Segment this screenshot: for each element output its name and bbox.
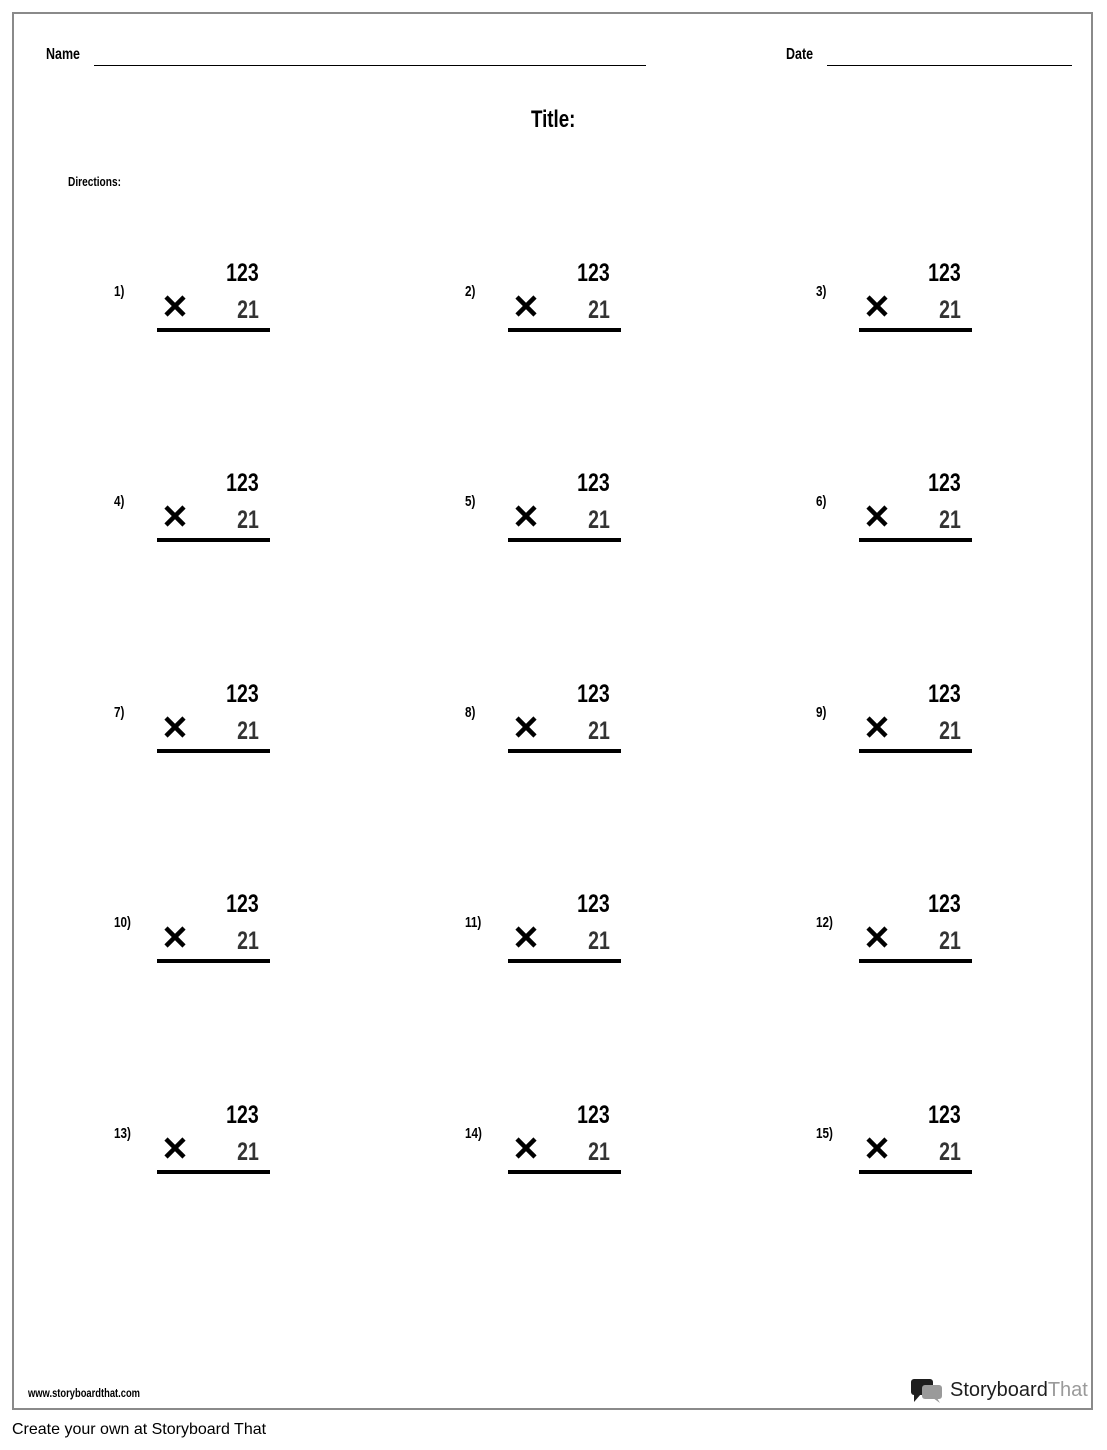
date-line [827,65,1072,66]
date-label: Date [786,46,814,63]
problem-11 [465,890,665,1000]
problem-number: 2) [465,283,476,300]
storyboardthat-logo [910,1375,1088,1405]
problem-number: 4) [114,493,125,510]
problem-5 [465,469,665,579]
answer-line [508,749,621,753]
multiply-icon [162,924,188,950]
multiply-icon [162,503,188,529]
multiplier: 21 [237,927,259,955]
multiplier: 21 [588,717,610,745]
multiplier: 21 [237,296,259,324]
multiply-icon [513,1135,539,1161]
multiplicand: 123 [577,259,610,287]
problem-15 [816,1101,1016,1211]
problem-number: 10) [114,914,131,931]
multiplicand: 123 [577,680,610,708]
answer-line [157,1170,270,1174]
multiply-icon [162,714,188,740]
problem-14 [465,1101,665,1211]
website-url: www.storyboardthat.com [28,1386,140,1400]
directions-label: Directions: [68,174,121,189]
multiplicand: 123 [577,1101,610,1129]
worksheet-title: Title: [531,106,576,133]
problem-number: 12) [816,914,833,931]
multiply-icon [864,714,890,740]
multiplicand: 123 [928,469,961,497]
multiplier: 21 [939,506,961,534]
problem-number: 8) [465,704,476,721]
multiply-icon [513,503,539,529]
name-line [94,65,646,66]
problem-number: 11) [465,914,482,931]
logo-wordmark: StoryboardThat [950,1378,1088,1401]
multiply-icon [162,293,188,319]
answer-line [508,959,621,963]
problem-number: 9) [816,704,827,721]
speech-bubbles-icon [910,1377,944,1403]
problem-number: 1) [114,283,125,300]
multiplicand: 123 [226,680,259,708]
answer-line [508,1170,621,1174]
problem-4 [114,469,314,579]
problem-number: 15) [816,1125,833,1142]
multiply-icon [864,1135,890,1161]
multiply-icon [162,1135,188,1161]
answer-line [859,538,972,542]
problem-number: 6) [816,493,827,510]
problem-8 [465,680,665,790]
answer-line [859,959,972,963]
worksheet-page [12,12,1093,1410]
problem-6 [816,469,1016,579]
answer-line [157,959,270,963]
multiply-icon [513,924,539,950]
multiplier: 21 [237,1138,259,1166]
multiplicand: 123 [226,890,259,918]
multiplicand: 123 [928,890,961,918]
multiplier: 21 [588,1138,610,1166]
multiplicand: 123 [928,259,961,287]
answer-line [859,1170,972,1174]
multiplier: 21 [588,296,610,324]
problem-number: 7) [114,704,125,721]
problem-number: 14) [465,1125,482,1142]
multiplier: 21 [237,717,259,745]
answer-line [157,328,270,332]
name-label: Name [46,46,80,63]
multiplier: 21 [588,506,610,534]
multiply-icon [864,293,890,319]
answer-line [508,328,621,332]
multiplicand: 123 [928,680,961,708]
answer-line [157,538,270,542]
problem-1 [114,259,314,369]
problem-2 [465,259,665,369]
create-your-own-text: Create your own at Storyboard That [12,1421,267,1438]
answer-line [508,538,621,542]
multiplier: 21 [939,717,961,745]
problem-10 [114,890,314,1000]
problem-3 [816,259,1016,369]
multiply-icon [864,924,890,950]
problem-number: 5) [465,493,476,510]
multiplicand: 123 [226,469,259,497]
multiplier: 21 [939,1138,961,1166]
multiply-icon [864,503,890,529]
multiplier: 21 [588,927,610,955]
multiplicand: 123 [226,1101,259,1129]
multiplier: 21 [939,296,961,324]
problem-12 [816,890,1016,1000]
multiplier: 21 [237,506,259,534]
answer-line [859,328,972,332]
problem-7 [114,680,314,790]
multiply-icon [513,714,539,740]
problem-number: 3) [816,283,827,300]
problem-9 [816,680,1016,790]
multiplicand: 123 [577,890,610,918]
answer-line [157,749,270,753]
multiplicand: 123 [928,1101,961,1129]
problem-number: 13) [114,1125,131,1142]
multiply-icon [513,293,539,319]
multiplicand: 123 [226,259,259,287]
multiplicand: 123 [577,469,610,497]
multiplier: 21 [939,927,961,955]
answer-line [859,749,972,753]
problem-13 [114,1101,314,1211]
